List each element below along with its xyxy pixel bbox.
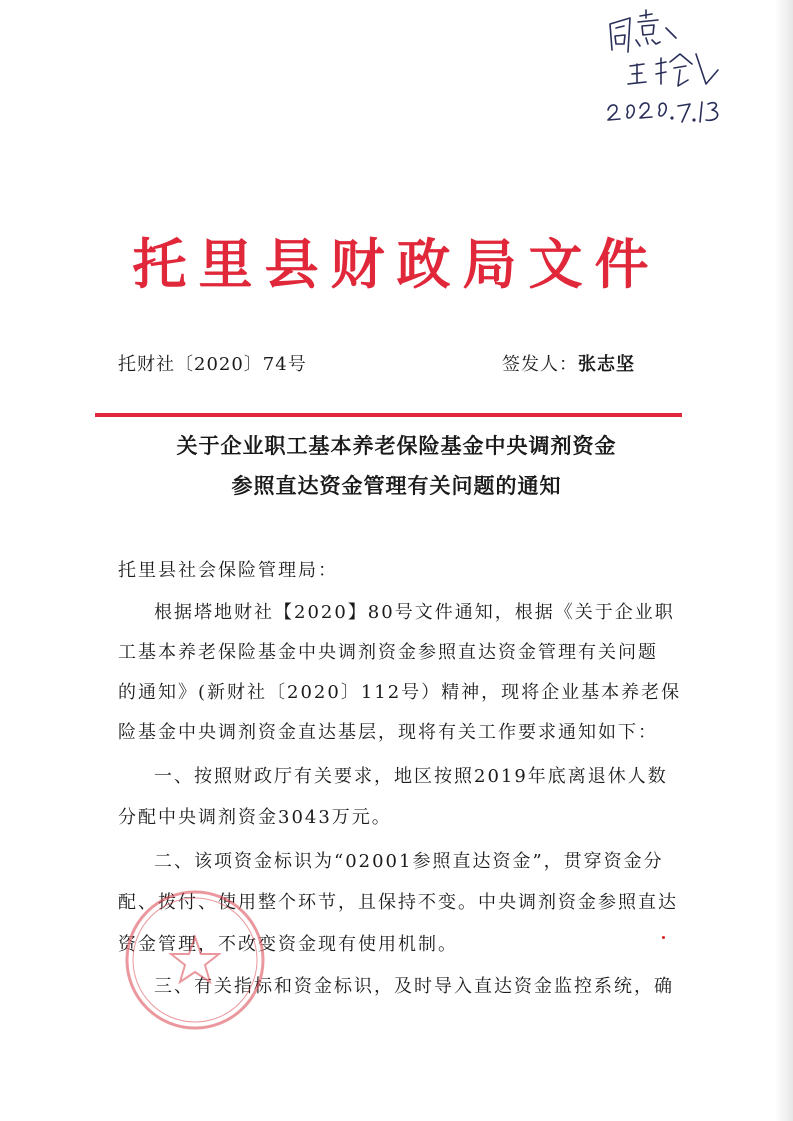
body-line: 一、按照财政厅有关要求，地区按照2019年底离退休人数: [154, 766, 668, 787]
scan-edge-shadow: [775, 0, 793, 1121]
body-line: 三、有关指标和资金标识，及时导入直达资金监控系统，确: [154, 976, 674, 997]
document-header-title: 托里县财政局文件: [132, 232, 661, 296]
body-line: 二、该项资金标识为“02001参照直达资金”，贯穿资金分: [154, 851, 664, 872]
scan-mark: [662, 936, 665, 939]
issuer-label: 签发人：: [502, 354, 578, 375]
body-line: 资金管理，不改变资金现有使用机制。: [118, 934, 458, 955]
subject-line-2: 参照直达资金管理有关问题的通知: [231, 473, 562, 498]
body-line: 的通知》(新财社〔2020〕112号）精神，现将企业基本养老保: [118, 682, 682, 703]
issuer-name: 张志坚: [578, 354, 635, 375]
body-line: 工基本养老保险基金中央调剂资金参照直达资金管理有关问题: [118, 642, 658, 663]
body-line: 配、拨付、使用整个环节，且保持不变。中央调剂资金参照直达: [118, 892, 678, 913]
addressee: 托里县社会保险管理局：: [118, 560, 338, 581]
body-line: 险基金中央调剂资金直达基层，现将有关工作要求通知如下：: [118, 722, 658, 743]
official-seal-stamp: [120, 885, 270, 1035]
body-line: 根据塔地财社【2020】80号文件通知，根据《关于企业职: [154, 602, 675, 623]
red-separator-rule: [95, 413, 682, 417]
issuer-line: [502, 350, 635, 376]
subject-line-1: 关于企业职工基本养老保险基金中央调剂资金: [176, 433, 617, 458]
body-line: 分配中央调剂资金3043万元。: [118, 807, 392, 828]
handwritten-approval-note: [600, 6, 730, 128]
document-number: 托财社〔2020〕74号: [118, 354, 307, 375]
